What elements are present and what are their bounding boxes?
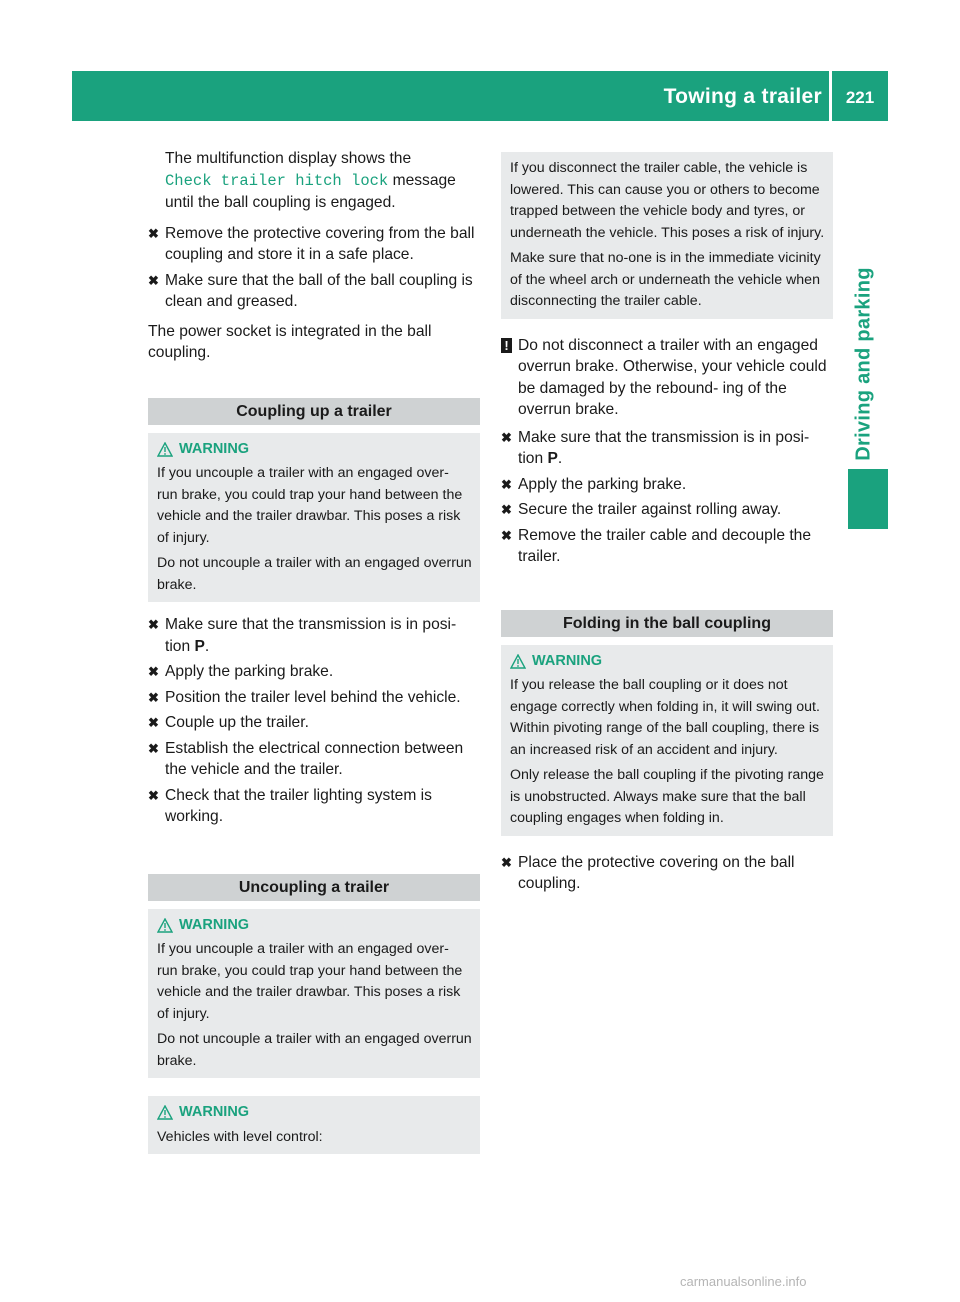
- step-electrical-connection: [148, 738, 480, 781]
- step-text: Apply the parking brake.: [165, 663, 334, 680]
- power-socket-note: The power socket is integrated in the ball coupling.: [148, 322, 432, 361]
- step-arrow-icon: ✖: [148, 617, 159, 632]
- warning-triangle-icon: [510, 654, 526, 669]
- step-text: Couple up the trailer.: [165, 714, 309, 731]
- step-text: Make sure that the transmission is in posi- tion: [518, 428, 810, 467]
- warning-header: [157, 439, 472, 461]
- page-number: 221: [845, 88, 875, 107]
- warning-text: If you uncouple a trailer with an engaged over- run brake, you could trap your hand between the vehicle and the trailer drawbar. This poses a risk of injury.: [157, 465, 463, 546]
- warning-triangle-icon: [157, 1105, 173, 1120]
- section-heading-uncoupling: Uncoupling a trailer: [148, 874, 480, 901]
- warning-text: If you release the ball coupling or it does not engage correctly when folding in, it will swing out. Within pivoting range of the ball coupling, there is an increased risk of an accident and injury.: [510, 677, 820, 758]
- step-arrow-icon: ✖: [148, 715, 159, 730]
- step-check-lighting: [148, 785, 480, 828]
- warning-text: Vehicles with level control:: [157, 1128, 323, 1145]
- warning-triangle-icon: [157, 442, 173, 457]
- warning-box-continued: [501, 152, 833, 319]
- warning-header: [510, 651, 825, 673]
- warning-label: WARNING: [179, 440, 250, 457]
- step-text: Position the trailer level behind the vehicle.: [165, 688, 461, 706]
- warning-label: WARNING: [179, 916, 250, 933]
- step-parking-brake: [148, 661, 480, 683]
- warning-header: [157, 915, 472, 937]
- warning-text: If you uncouple a trailer with an engaged over- run brake, you could trap your hand between the vehicle and the trailer drawbar. This poses a risk of injury.: [157, 941, 463, 1022]
- step-clean-ball: [148, 270, 480, 313]
- gear-position: P: [194, 637, 205, 655]
- step-arrow-icon: ✖: [501, 429, 512, 445]
- step-text: Apply the parking brake.: [518, 475, 687, 493]
- warning-text: Do not uncouple a trailer with an engaged overrun brake.: [157, 555, 472, 593]
- notice-text: Do not disconnect a trailer with an engaged overrun brake. Otherwise, your vehicle could be damaged by the rebound- ing of the overrun brake.: [518, 336, 827, 418]
- step-arrow-icon: ✖: [148, 689, 159, 705]
- warning-label: WARNING: [179, 1104, 250, 1120]
- warning-triangle-icon: [157, 918, 173, 933]
- step-text: Make sure that the transmission is in posi- tion: [165, 616, 457, 655]
- step-arrow-icon: ✖: [148, 787, 159, 803]
- step-couple-trailer: [148, 712, 480, 734]
- right-column: [501, 152, 833, 899]
- section-heading-coupling: Coupling up a trailer: [148, 398, 480, 425]
- step-text: Check that the trailer lighting system is working.: [165, 786, 432, 825]
- step-text: Place the protective covering on the ball coupling.: [518, 853, 795, 892]
- notice-damage: [501, 335, 833, 421]
- intro-text: The multifunction display shows the: [165, 150, 412, 167]
- warning-text: Only release the ball coupling if the pivoting range is unobstructed. Always make sure that the ball coupling engages when folding in.: [510, 767, 824, 826]
- warning-label: WARNING: [532, 652, 603, 669]
- step-transmission: [501, 427, 833, 470]
- section-heading-folding: Folding in the ball coupling: [501, 610, 833, 637]
- intro-text-end: message until the ball coupling is engaged.: [165, 171, 456, 211]
- step-text-end: .: [204, 637, 210, 655]
- step-parking-brake: [501, 474, 833, 496]
- step-arrow-icon: ✖: [501, 527, 512, 543]
- warning-box-coupling: [148, 433, 480, 603]
- step-arrow-icon: ✖: [148, 272, 159, 288]
- step-arrow-icon: ✖: [148, 740, 159, 756]
- step-text: Make sure that the ball of the ball coupling is clean and greased.: [165, 271, 473, 310]
- watermark: carmanualsonline.info: [680, 1274, 807, 1289]
- step-text: Secure the trailer against rolling away.: [518, 501, 782, 518]
- step-text: Remove the protective covering from the ball coupling and store it in a safe place.: [165, 224, 475, 263]
- header-bar: [72, 71, 888, 121]
- warning-text: Make sure that no-one is in the immediate vicinity of the wheel arch or underneath the vehicle when disconnecting the trailer cable.: [510, 250, 821, 309]
- step-place-cover: [501, 852, 833, 895]
- exclamation-icon: !: [501, 338, 512, 353]
- step-remove-cover: [148, 223, 480, 266]
- side-tab-marker: [848, 469, 888, 529]
- step-transmission: [148, 614, 480, 657]
- warning-text: Do not uncouple a trailer with an engaged overrun brake.: [157, 1031, 472, 1069]
- step-text: Remove the trailer cable and decouple the trailer.: [518, 526, 811, 565]
- step-arrow-icon: ✖: [148, 664, 159, 679]
- step-secure-trailer: [501, 499, 833, 521]
- intro-paragraph: [148, 148, 480, 214]
- warning-box-folding: [501, 645, 833, 836]
- warning-box-level-control: [148, 1096, 480, 1154]
- warning-header: [157, 1102, 472, 1124]
- warning-box-uncoupling: [148, 909, 480, 1079]
- step-remove-cable: [501, 525, 833, 568]
- step-text: Establish the electrical connection between the vehicle and the trailer.: [165, 739, 464, 778]
- chapter-title: Towing a trailer: [663, 85, 822, 108]
- left-column: [148, 148, 480, 1166]
- step-arrow-icon: ✖: [148, 225, 159, 241]
- warning-text: If you disconnect the trailer cable, the vehicle is lowered. This can cause you or others to become trapped between the vehicle body and tyres, or underneath the vehicle. This poses a risk of injury.: [510, 160, 825, 241]
- gear-position: P: [547, 450, 558, 467]
- step-arrow-icon: ✖: [501, 854, 512, 870]
- step-text-end: .: [557, 450, 563, 467]
- side-tab-label: Driving and parking: [852, 267, 875, 461]
- step-arrow-icon: ✖: [501, 476, 512, 492]
- step-arrow-icon: ✖: [501, 502, 512, 517]
- display-message: Check trailer hitch lock: [165, 171, 389, 190]
- step-position-trailer: [148, 687, 480, 709]
